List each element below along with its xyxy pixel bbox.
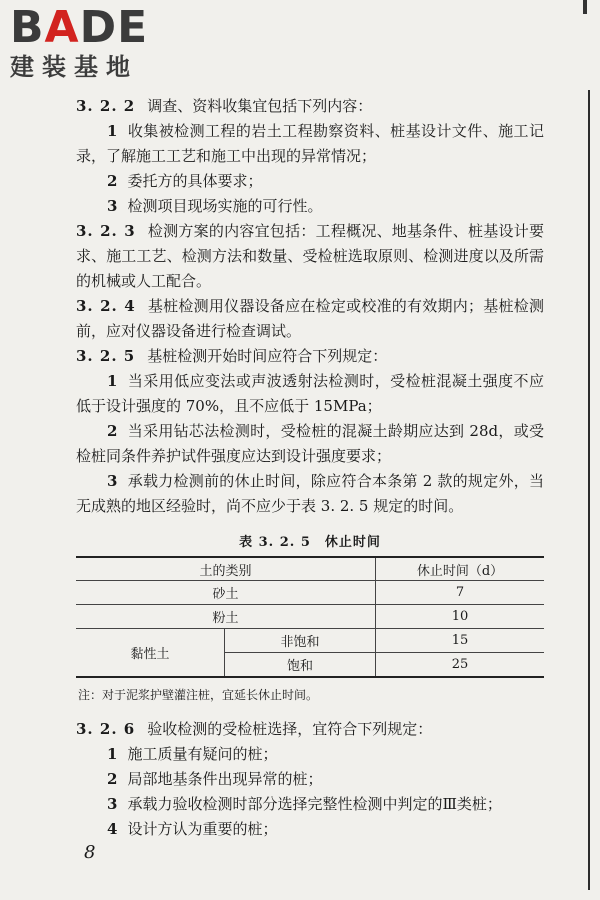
scan-edge-mark (583, 0, 587, 14)
clause-3-2-6 (76, 717, 544, 742)
table-row: 黏性土 非饱和 15 (76, 629, 544, 653)
clause-number: 3. 2. 6 (76, 720, 136, 738)
list-item: 2 当采用钻芯法检测时，受检桩的混凝土龄期应达到 28d，或受检桩同条件养护试件强度应达到设计强度要求； (76, 422, 544, 465)
clause-text: 验收检测的受检桩选择，宜符合下列规定： (147, 720, 433, 738)
clause-number: 3. 2. 4 (76, 297, 136, 315)
table-row: 砂土 7 (76, 581, 544, 605)
page-body (76, 88, 544, 842)
table-header-row (76, 557, 544, 581)
list-item: 3 检测项目现场实施的可行性。 (107, 197, 323, 215)
clause-text: 检测方案的内容宜包括：工程概况、地基条件、桩基设计要求、施工工艺、检测方法和数量、受检桩选取原则、检测进度以及所需的机械或人工配合。 (76, 222, 544, 290)
clause-text: 基桩检测用仪器设备应在检定或校准的有效期内；基桩检测前，应对仪器设备进行检查调试。 (76, 297, 544, 340)
header-rest-time: 休止时间（d） (376, 557, 545, 581)
clause-3-2-4 (76, 294, 544, 344)
logo-subtitle: 建装基地 (10, 53, 138, 81)
header-soil-type: 土的类别 (76, 557, 376, 581)
list-item: 4 设计方认为重要的桩； (107, 820, 278, 838)
clause-number: 3. 2. 3 (76, 222, 136, 240)
rest-time-table (76, 556, 544, 678)
clause-text: 基桩检测开始时间应符合下列规定： (147, 347, 388, 365)
clause-3-2-3 (76, 219, 544, 294)
logo-wordmark: BADE (10, 2, 149, 53)
page-number: 8 (84, 842, 96, 863)
list-item: 2 局部地基条件出现异常的桩； (107, 770, 323, 788)
table-row: 粉土 10 (76, 605, 544, 629)
list-item: 3 承载力检测前的休止时间，除应符合本条第 2 款的规定外，当无成熟的地区经验时，尚不应少于表 3. 2. 5 规定的时间。 (76, 472, 544, 515)
clause-text: 调查、资料收集宜包括下列内容： (147, 97, 373, 115)
clause-3-2-5 (76, 344, 544, 369)
clause-number: 3. 2. 5 (76, 347, 136, 365)
list-item: 2 委托方的具体要求； (107, 172, 263, 190)
scan-edge-line (588, 90, 590, 890)
clause-number: 3. 2. 2 (76, 97, 136, 115)
table-caption: 表 3. 2. 5 休止时间 (239, 535, 381, 550)
logo (10, 2, 180, 82)
table-note: 注：对于泥浆护壁灌注桩，宜延长休止时间。 (78, 688, 319, 702)
list-item: 3 承载力验收检测时部分选择完整性检测中判定的Ⅲ类桩； (107, 795, 502, 813)
clause-3-2-2 (76, 94, 544, 119)
list-item: 1 施工质量有疑问的桩； (107, 745, 278, 763)
list-item: 1 收集被检测工程的岩土工程勘察资料、桩基设计文件、施工记录，了解施工工艺和施工中出现的异常情况； (76, 122, 544, 165)
list-item: 1 当采用低应变法或声波透射法检测时，受检桩混凝土强度不应低于设计强度的 70%，且不应低于 15MPa； (76, 372, 544, 415)
table-row: 饱和 25 (76, 653, 544, 678)
